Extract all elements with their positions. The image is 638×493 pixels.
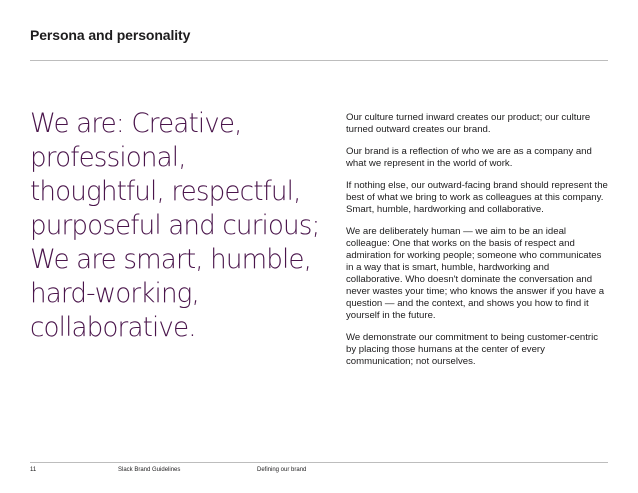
- body-text-column: [346, 112, 608, 378]
- header-divider: [30, 60, 608, 61]
- body-paragraph-1: Our culture turned inward creates our product; our culture turned outward creates our brand.: [346, 112, 591, 135]
- footer-page-number: 11: [30, 467, 37, 473]
- body-paragraph-2: Our brand is a reflection of who we are as a company and what we represent in the world of work.: [346, 146, 592, 169]
- body-paragraph-5: We demonstrate our commitment to being customer-centric by placing those humans at the center of every communication; not ourselves.: [346, 332, 599, 367]
- footer-section-name: Defining our brand: [257, 467, 307, 473]
- footer-document-title: Slack Brand Guidelines: [118, 467, 181, 473]
- page-title: Persona and personality: [30, 27, 191, 43]
- lead-statement: We are: Creative, professional, thoughtful, respectful, purposeful and curious; We are smart, humble, hard-working, collaborative.: [30, 108, 320, 343]
- footer-divider: [30, 462, 608, 463]
- body-paragraph-3: If nothing else, our outward-facing brand should represent the best of what we bring to work as colleagues at this company. Smart, humble, hardworking and collaborative.: [346, 180, 608, 215]
- body-paragraph-4: We are deliberately human — we aim to be an ideal colleague: One that works on the basis of respect and admiration for working people; someone who communicates in a way that is smart, humble, hardworking and collaborative. Who doesn't dominate the conversation and never wastes your time; who knows the answer if you have a question — and the context, and shows you how to find it yourself in the future.: [346, 226, 605, 321]
